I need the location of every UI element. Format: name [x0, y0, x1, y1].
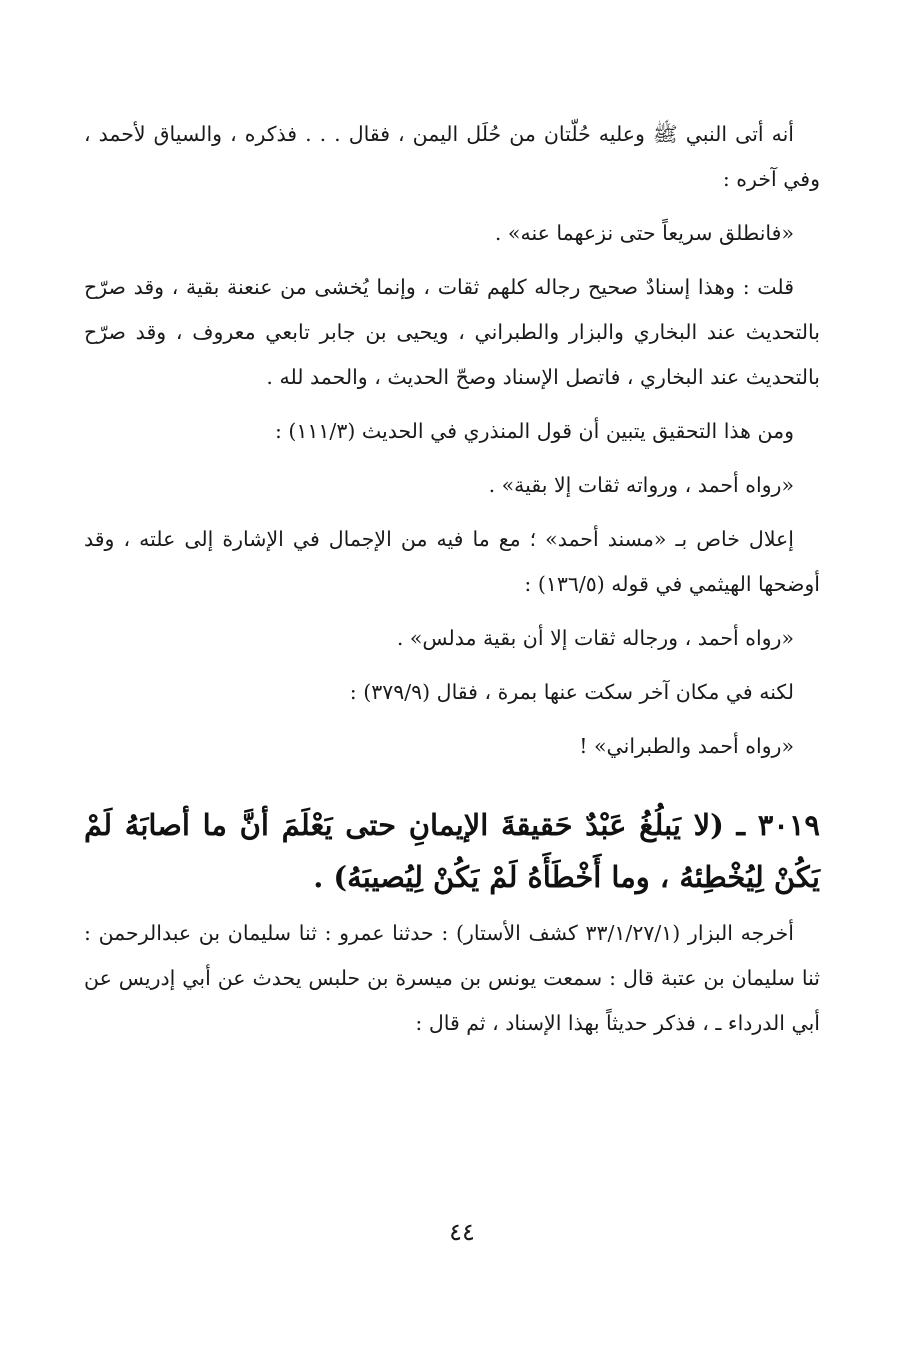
quote-4: «رواه أحمد والطبراني» ! — [579, 734, 794, 758]
paragraph-illa: إعلال خاص بـ «مسند أحمد» ؛ مع ما فيه من الإجمال في الإشارة إلى علته ، وقد أوضحها الهيثمي في قوله (١٣٦/٥) : — [84, 527, 820, 596]
quote-1: «فانطلق سريعاً حتى نزعهما عنه» . — [494, 221, 794, 245]
quote-3: «رواه أحمد ، ورجاله ثقات إلا أن بقية مدلس» . — [396, 626, 794, 650]
paragraph-commentary: قلت : وهذا إسنادٌ صحيح رجاله كلهم ثقات ، وإنما يُخشى من عنعنة بقية ، وقد صرّح بالتحديث عند البخاري والبزار والطبراني ، ويحيى بن جابر تابعي معروف ، وقد صرّح بالتحديث عند البخاري ، فاتصل الإسناد وصحّ الحديث ، والحمد لله . — [84, 275, 820, 389]
paragraph-intro: أنه أتى النبي ﷺ وعليه حُلّتان من حُلَل اليمن ، فقال . . . فذكره ، والسياق لأحمد ، وفي آخره : — [84, 122, 820, 191]
paragraph-conclusion: ومن هذا التحقيق يتبين أن قول المنذري في الحديث (١١١/٣) : — [274, 419, 794, 443]
paragraph-takhrij: أخرجه البزار (٣٣/١/٢٧/١ كشف الأستار) : حدثنا عمرو : ثنا سليمان بن عبدالرحمن : ثنا سليمان بن عتبة قال : سمعت يونس بن ميسرة بن حلبس يحدث عن أبي إدريس عن أبي الدرداء ـ ، فذكر حديثاً بهذا الإسناد ، ثم قال : — [84, 921, 820, 1035]
page-number: ٤٤ — [449, 1218, 475, 1246]
page-body — [84, 112, 820, 1297]
quote-2: «رواه أحمد ، ورواته ثقات إلا بقية» . — [488, 473, 794, 497]
hadith-heading: ٣٠١٩ ـ (لا يَبلُغُ عَبْدٌ حَقيقةَ الإيمانِ حتى يَعْلَمَ أنَّ ما أصابَهُ لَمْ يَكُنْ لِيُخْطِئهُ ، وما أَخْطَأَهُ لَمْ يَكُنْ لِيُصيبَهُ) . — [84, 808, 820, 894]
paragraph-other-place: لكنه في مكان آخر سكت عنها بمرة ، فقال (٣٧٩/٩) : — [349, 680, 794, 704]
